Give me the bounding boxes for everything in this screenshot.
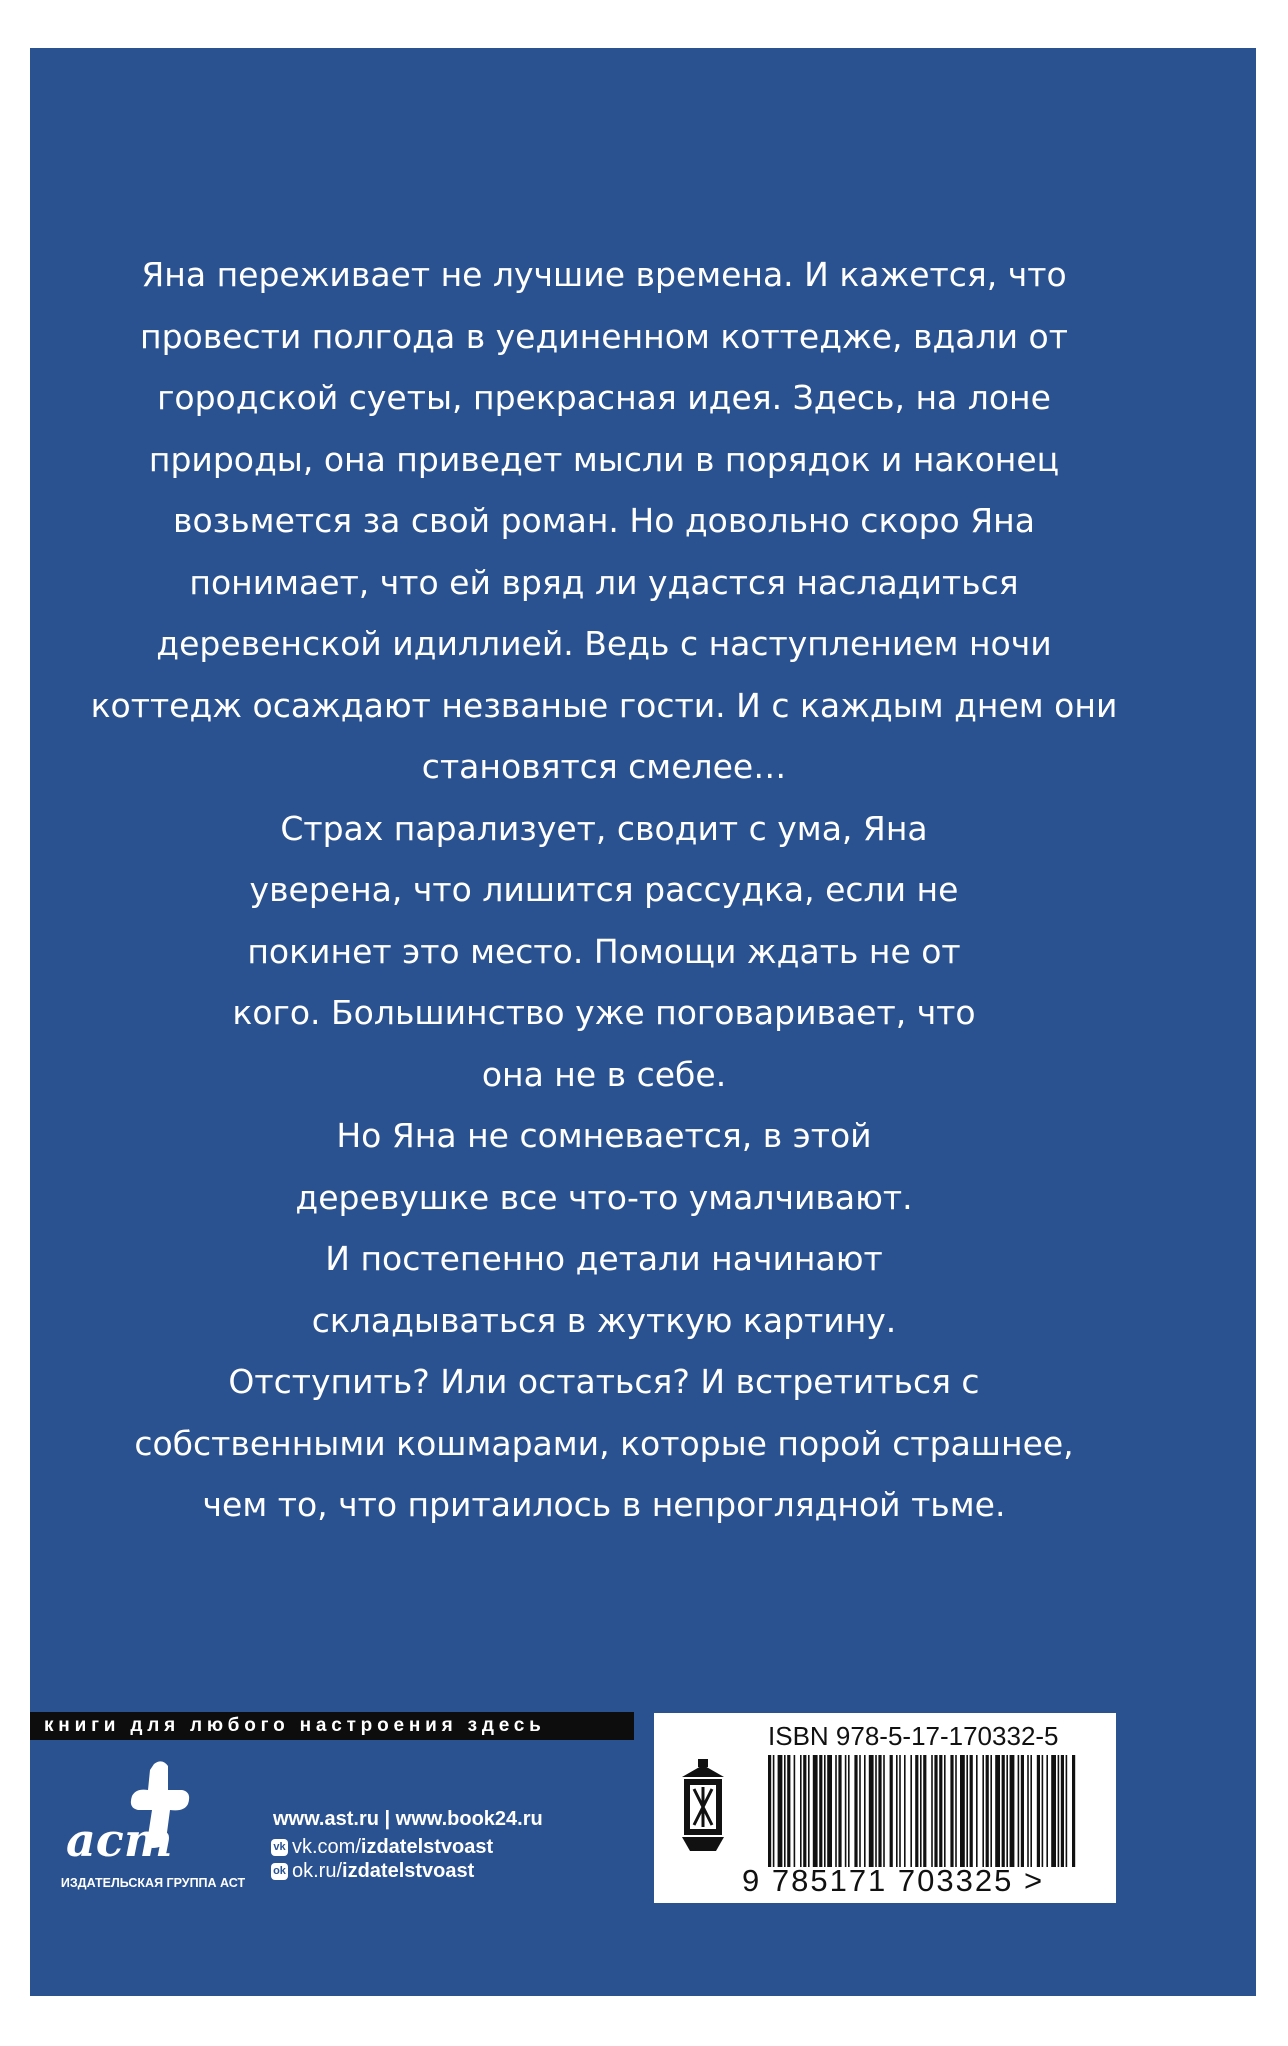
barcode-bar xyxy=(824,1755,826,1867)
barcode-bar xyxy=(1021,1755,1024,1867)
barcode-bar xyxy=(784,1755,786,1867)
barcode-bar xyxy=(1058,1755,1060,1867)
blurb-paragraph: Страх парализует, сводит с ума, Яна уверена, что лишится рассудка, если не покинет это место. Помощи ждать не от кого. Большинство уже поговаривает, что она не в себе. xyxy=(232,808,976,1094)
barcode-bar xyxy=(939,1755,942,1867)
barcode-bar xyxy=(944,1755,946,1867)
barcode-bar xyxy=(1051,1755,1056,1867)
barcode-bar xyxy=(1030,1755,1032,1867)
barcode-bar xyxy=(950,1755,953,1867)
barcode-bar xyxy=(848,1755,850,1867)
barcode-bar xyxy=(899,1755,901,1867)
barcode-bar xyxy=(1010,1755,1015,1867)
barcode-digits: 9 785171 703325 > xyxy=(742,1863,1045,1898)
publisher-name: ИЗДАТЕЛЬСКАЯ ГРУППА АСТ xyxy=(60,1876,246,1890)
barcode-bar xyxy=(970,1755,973,1867)
barcode-bar xyxy=(794,1755,796,1867)
lantern-icon xyxy=(678,1759,728,1855)
barcode-bar xyxy=(955,1755,957,1867)
blurb-paragraph: И постепенно детали начинают складываться в жуткую картину. xyxy=(311,1239,897,1340)
barcode-bar xyxy=(1002,1755,1005,1867)
ast-logo xyxy=(62,1752,192,1892)
social-handle: izdatelstvoast xyxy=(342,1860,475,1882)
barcode-bar xyxy=(1066,1755,1068,1867)
vk-icon: vk xyxy=(271,1839,288,1856)
barcode-bar xyxy=(923,1755,926,1867)
annotation-text xyxy=(88,244,1120,1536)
barcode-bar xyxy=(854,1755,857,1867)
barcode-bar xyxy=(875,1755,877,1867)
blurb-paragraph: Отступить? Или остаться? И встретиться с собственными кошмарами, которые порой страшнее, чем то, что притаилось в непроглядной тьме. xyxy=(134,1362,1074,1524)
barcode-bar xyxy=(773,1755,775,1867)
barcode-bar xyxy=(1037,1755,1040,1867)
barcode-bar xyxy=(827,1755,832,1867)
barcode-bar xyxy=(1061,1755,1064,1867)
social-prefix: ok.ru/ xyxy=(292,1860,343,1882)
blurb-paragraph: Яна переживает не лучшие времена. И кажется, что провести полгода в уединенном коттедже, вдали от городской суеты, прекрасная идея. Здесь, на лоне природы, она приведет мысли в порядок и наконец возьмется за свой роман. Но довольно скоро Яна понимает, что ей вряд ли удастся насладиться деревенской идиллией. Ведь с наступлением ночи коттедж осаждают незваные гости. И с каждым днем они становятся смелее… xyxy=(90,255,1118,786)
barcode-bar xyxy=(995,1755,1000,1867)
barcode-bar xyxy=(966,1755,968,1867)
barcode-bar xyxy=(813,1755,818,1867)
barcode-bar xyxy=(787,1755,790,1867)
barcode-bar xyxy=(838,1755,841,1867)
barcode-bar xyxy=(1027,1755,1029,1867)
back-cover xyxy=(30,48,1256,1996)
barcode-bar xyxy=(803,1755,806,1867)
barcode-bar xyxy=(915,1755,918,1867)
barcode-bar xyxy=(982,1755,984,1867)
social-handle: izdatelstvoast xyxy=(360,1836,494,1858)
barcode-bar xyxy=(1046,1755,1048,1867)
barcode-bar xyxy=(778,1755,783,1867)
barcode-bar xyxy=(1072,1755,1075,1867)
social-link-vk[interactable] xyxy=(271,1836,493,1859)
barcode-bar xyxy=(1042,1755,1044,1867)
tagline-strip: книги для любого настроения здесь xyxy=(30,1712,634,1740)
barcode-bar xyxy=(864,1755,866,1867)
logo-letters: аст xyxy=(66,1813,173,1867)
barcode xyxy=(766,1755,1078,1867)
barcode-bar xyxy=(859,1755,861,1867)
social-link-ok[interactable] xyxy=(271,1860,474,1883)
barcode-bar xyxy=(934,1755,937,1867)
barcode-bar xyxy=(869,1755,874,1867)
isbn-number: ISBN 978-5-17-170332-5 xyxy=(768,1721,1059,1751)
barcode-bar xyxy=(910,1755,912,1867)
barcode-bar xyxy=(800,1755,802,1867)
isbn-barcode-panel xyxy=(654,1713,1116,1903)
barcode-bar xyxy=(883,1755,885,1867)
barcode-bar xyxy=(890,1755,893,1867)
barcode-bar xyxy=(835,1755,837,1867)
barcode-bar xyxy=(1018,1755,1020,1867)
barcode-bar xyxy=(808,1755,810,1867)
barcode-bar xyxy=(960,1755,965,1867)
barcode-bar xyxy=(920,1755,922,1867)
barcode-bar xyxy=(878,1755,881,1867)
ok-icon: ok xyxy=(271,1863,288,1880)
barcode-bar xyxy=(768,1755,771,1867)
barcode-bar xyxy=(931,1755,933,1867)
publisher-websites[interactable]: www.ast.ru | www.book24.ru xyxy=(273,1808,543,1830)
barcode-bar xyxy=(990,1755,992,1867)
barcode-bar xyxy=(986,1755,989,1867)
barcode-bar xyxy=(976,1755,978,1867)
barcode-bar xyxy=(896,1755,898,1867)
barcode-bar xyxy=(845,1755,847,1867)
barcode-bar xyxy=(904,1755,906,1867)
blurb-paragraph: Но Яна не сомневается, в этой деревушке все что-то умалчивают. xyxy=(295,1116,913,1217)
barcode-bar xyxy=(1006,1755,1008,1867)
social-prefix: vk.com/ xyxy=(292,1836,361,1858)
barcode-bar xyxy=(819,1755,822,1867)
